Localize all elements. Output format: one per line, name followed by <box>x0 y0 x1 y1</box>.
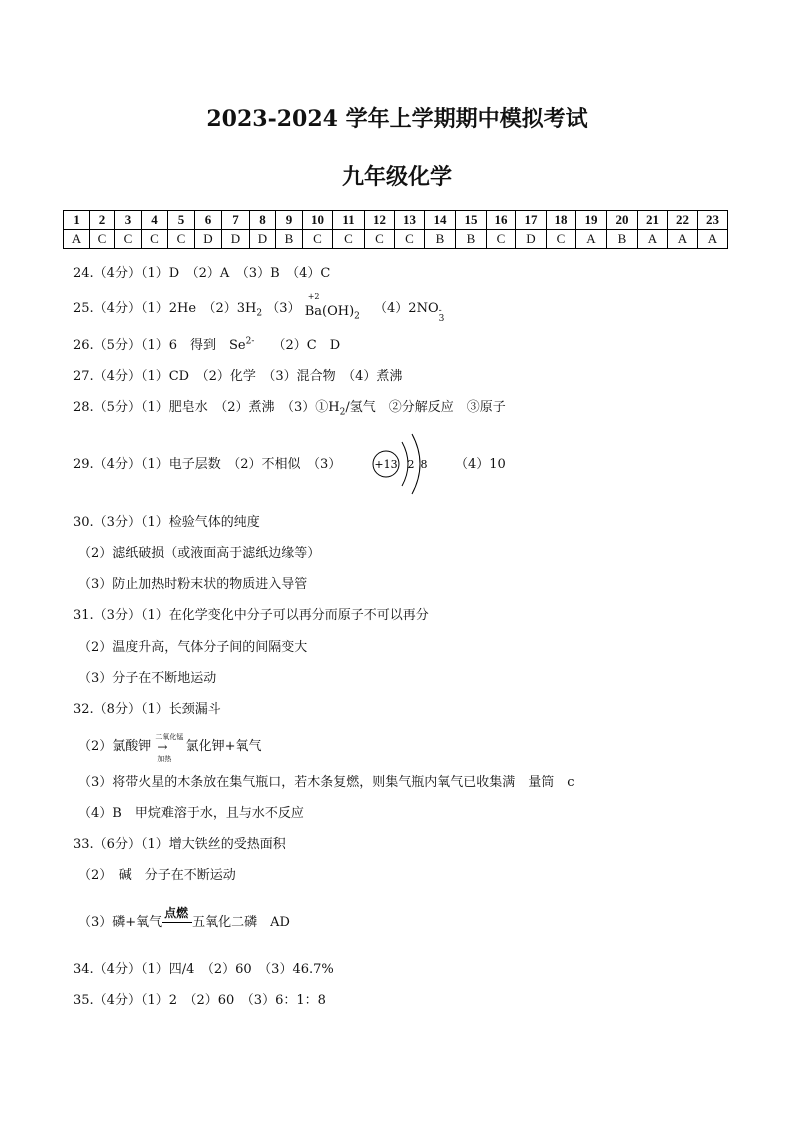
se-charge: 2- <box>245 336 255 347</box>
answer-cell: B <box>425 230 456 249</box>
answer-q31-2: （2）温度升高，气体分子间的间隔变大 <box>78 640 308 655</box>
question-number-cell: 16 <box>487 211 516 230</box>
h2-subscript: 2 <box>339 407 346 418</box>
question-number-row <box>64 211 728 230</box>
q33-3-tail: 五氧化二磷 AD <box>192 915 290 930</box>
answer-q26 <box>73 334 340 353</box>
answer-q32-4: （4）B 甲烷难溶于水，且与水不反应 <box>78 806 304 821</box>
question-number-cell: 3 <box>115 211 142 230</box>
question-number-cell: 7 <box>222 211 250 230</box>
answer-cell: C <box>365 230 395 249</box>
answer-cell: B <box>276 230 303 249</box>
exam-title: 2023-2024 学年上学期期中模拟考试 <box>206 106 588 132</box>
answer-cell: A <box>638 230 668 249</box>
q25-prefix: 25.（4分）（1）2He （2）3H <box>73 301 257 316</box>
question-number-cell: 12 <box>365 211 395 230</box>
answer-q33-3 <box>78 905 290 930</box>
aluminium-atom-structure-diagram <box>368 428 448 498</box>
answer-cell: C <box>168 230 195 249</box>
ba-oh-subscript: 2 <box>354 311 360 322</box>
question-number-cell: 14 <box>425 211 456 230</box>
answer-q32-3: （3）将带火星的木条放在集气瓶口，若木条复燃，则集气瓶内氧气已收集满 量筒 c <box>78 775 575 790</box>
question-number-cell: 20 <box>607 211 638 230</box>
answer-cell: C <box>142 230 168 249</box>
q29-tail: （4）10 <box>455 457 506 472</box>
arrow-condition-catalyst: 二氧化锰 <box>155 732 184 741</box>
answer-cell: A <box>64 230 90 249</box>
answer-q33-2: （2） 碱 分子在不断运动 <box>78 868 236 883</box>
question-number-cell: 4 <box>142 211 168 230</box>
answer-cell: C <box>395 230 425 249</box>
question-number-cell: 1 <box>64 211 90 230</box>
answer-q32-2 <box>78 732 262 763</box>
answer-table <box>63 210 728 249</box>
answer-q32-1: 32.（8分）（1）长颈漏斗 <box>73 702 221 717</box>
ba-oh-formula: Ba(OH) <box>304 304 355 319</box>
q25-h-subscript: 2 <box>256 308 263 319</box>
answer-cell: D <box>250 230 276 249</box>
q25-tail: （4）2NO <box>374 301 439 316</box>
exam-subtitle: 九年级化学 <box>341 164 452 190</box>
answer-cell: D <box>222 230 250 249</box>
answer-row <box>64 230 728 249</box>
answer-cell: B <box>456 230 487 249</box>
question-number-cell: 6 <box>195 211 222 230</box>
answer-cell: B <box>607 230 638 249</box>
answer-cell: A <box>576 230 607 249</box>
arrow-condition-heat: 加热 <box>157 754 172 763</box>
no3-charge: - <box>438 306 442 316</box>
q25-mid: （3） <box>266 301 301 316</box>
shell-2-electrons: 8 <box>420 458 428 471</box>
question-number-cell: 2 <box>90 211 115 230</box>
answer-cell: C <box>333 230 365 249</box>
nucleus-charge: +13 <box>374 458 398 471</box>
answer-cell: C <box>487 230 516 249</box>
question-number-cell: 5 <box>168 211 195 230</box>
shell-1-electrons: 2 <box>407 458 415 471</box>
question-number-cell: 8 <box>250 211 276 230</box>
answer-q28 <box>73 396 506 418</box>
ba-valence: +2 <box>307 292 320 301</box>
question-number-cell: 9 <box>276 211 303 230</box>
question-number-cell: 22 <box>668 211 698 230</box>
answer-q27: 27.（4分）（1）CD （2）化学 （3）混合物 （4）煮沸 <box>73 369 403 384</box>
question-number-cell: 23 <box>698 211 728 230</box>
answer-cell: C <box>303 230 333 249</box>
question-number-cell: 10 <box>303 211 333 230</box>
question-number-cell: 15 <box>456 211 487 230</box>
answer-cell: D <box>516 230 547 249</box>
reaction-arrow-catalyst: 二氧化锰 → 加热 <box>155 732 184 763</box>
answer-q24: 24.（4分）（1）D （2）A （3）B （4）C <box>73 266 331 281</box>
q29-text: 29.（4分）（1）电子层数 （2）不相似 （3） <box>73 457 342 472</box>
answer-cell: A <box>668 230 698 249</box>
answer-q30-1: 30.（3分）（1）检验气体的纯度 <box>73 515 260 530</box>
answer-cell: C <box>115 230 142 249</box>
answer-q34: 34.（4分）（1）四/4 （2）60 （3）46.7% <box>73 962 334 977</box>
q32-2-text: （2）氯酸钾 <box>78 739 152 754</box>
question-number-cell: 18 <box>547 211 576 230</box>
answer-q31-1: 31.（3分）（1）在化学变化中分子可以再分而原子不可以再分 <box>73 608 429 623</box>
reaction-arrow-ignite <box>162 905 192 930</box>
answer-q30-2: （2）滤纸破损（或液面高于滤纸边缘等） <box>78 546 321 561</box>
answer-q30-3: （3）防止加热时粉末状的物质进入导管 <box>78 577 308 592</box>
answer-q33-1: 33.（6分）（1）增大铁丝的受热面积 <box>73 837 286 852</box>
answer-q35: 35.（4分）（1）2 （2）60 （3）6：1：8 <box>73 993 326 1008</box>
answer-q29 <box>73 453 341 472</box>
answer-q25 <box>73 292 445 324</box>
question-number-cell: 19 <box>576 211 607 230</box>
answer-cell: C <box>90 230 115 249</box>
answer-cell: C <box>547 230 576 249</box>
arrow-condition-ignite: 点燃 <box>164 905 189 920</box>
question-number-cell: 13 <box>395 211 425 230</box>
question-number-cell: 11 <box>333 211 365 230</box>
answer-cell: D <box>195 230 222 249</box>
answer-cell: A <box>698 230 728 249</box>
q28-text: 28.（5分）（1）肥皂水 （2）煮沸 （3）①H <box>73 400 340 415</box>
q33-3-text: （3）磷+氧气 <box>78 915 163 930</box>
q32-2-tail: 氯化钾+氧气 <box>185 739 262 754</box>
q26-text: 26.（5分）（1）6 得到 Se <box>73 338 246 353</box>
no3-subscript: 3 <box>438 314 445 324</box>
answer-q31-3: （3）分子在不断地运动 <box>78 671 217 686</box>
question-number-cell: 21 <box>638 211 668 230</box>
question-number-cell: 17 <box>516 211 547 230</box>
q26-tail: （2）C D <box>272 338 341 353</box>
q28-tail: /氢气 ②分解反应 ③原子 <box>345 400 506 415</box>
